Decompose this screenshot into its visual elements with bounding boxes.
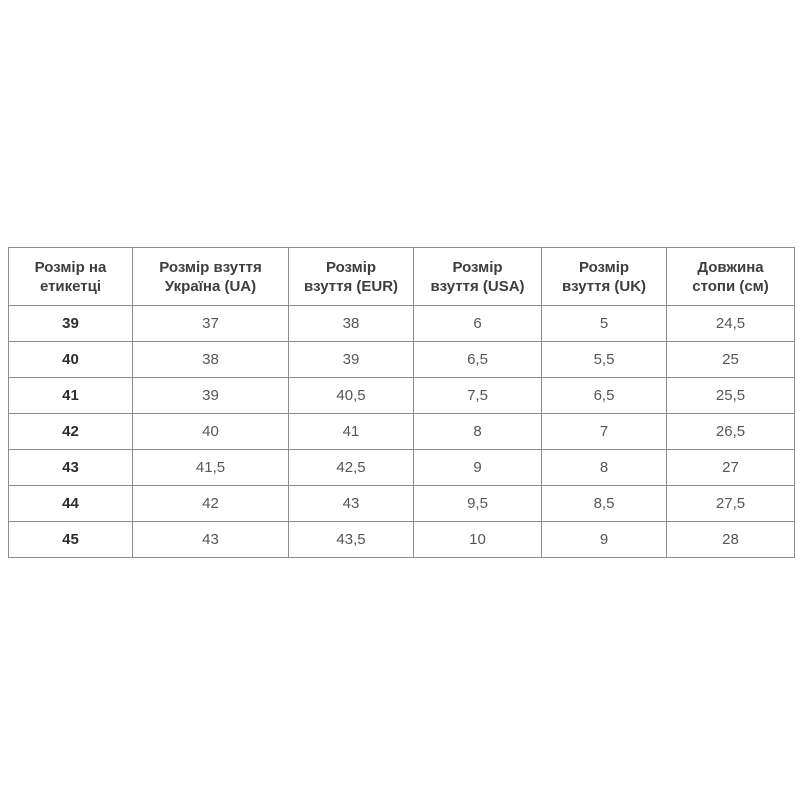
cell-eur-size: 40,5 (289, 378, 414, 414)
cell-label-size: 43 (9, 450, 133, 486)
cell-usa-size: 7,5 (414, 378, 542, 414)
header-uk-size (542, 248, 667, 306)
cell-usa-size: 10 (414, 522, 542, 558)
cell-foot-length: 25 (667, 342, 795, 378)
cell-uk-size: 6,5 (542, 378, 667, 414)
table-row (9, 522, 795, 558)
header-label-size-line1: Розмір на (34, 258, 107, 276)
header-uk-size-line2: взуття (UK) (561, 277, 647, 295)
header-eur-size-line2: взуття (EUR) (303, 277, 399, 295)
cell-uk-size: 8 (542, 450, 667, 486)
cell-uk-size: 5 (542, 306, 667, 342)
cell-usa-size: 9 (414, 450, 542, 486)
header-ua-size (133, 248, 289, 306)
cell-eur-size: 43 (289, 486, 414, 522)
cell-ua-size: 39 (133, 378, 289, 414)
table-row (9, 414, 795, 450)
cell-usa-size: 6,5 (414, 342, 542, 378)
cell-usa-size: 6 (414, 306, 542, 342)
header-label-size-line2: етикетці (39, 277, 102, 295)
shoe-size-conversion-table (8, 247, 795, 558)
header-ua-size-line2: Україна (UA) (164, 277, 257, 295)
cell-foot-length: 26,5 (667, 414, 795, 450)
cell-eur-size: 42,5 (289, 450, 414, 486)
header-label-size (9, 248, 133, 306)
cell-ua-size: 42 (133, 486, 289, 522)
cell-ua-size: 38 (133, 342, 289, 378)
header-uk-size-line1: Розмір (578, 258, 630, 276)
cell-ua-size: 41,5 (133, 450, 289, 486)
table-header-row (9, 248, 795, 306)
cell-label-size: 41 (9, 378, 133, 414)
header-usa-size (414, 248, 542, 306)
cell-label-size: 40 (9, 342, 133, 378)
cell-ua-size: 43 (133, 522, 289, 558)
header-foot-length-line1: Довжина (697, 258, 764, 276)
table-row (9, 450, 795, 486)
cell-usa-size: 8 (414, 414, 542, 450)
cell-eur-size: 43,5 (289, 522, 414, 558)
cell-uk-size: 8,5 (542, 486, 667, 522)
cell-label-size: 39 (9, 306, 133, 342)
cell-ua-size: 37 (133, 306, 289, 342)
header-usa-size-line2: взуття (USA) (430, 277, 525, 295)
header-foot-length-line2: стопи (см) (692, 277, 769, 295)
header-ua-size-line1: Розмір взуття (159, 258, 262, 276)
table-row (9, 342, 795, 378)
cell-label-size: 44 (9, 486, 133, 522)
cell-foot-length: 27,5 (667, 486, 795, 522)
cell-foot-length: 25,5 (667, 378, 795, 414)
header-eur-size (289, 248, 414, 306)
cell-usa-size: 9,5 (414, 486, 542, 522)
cell-foot-length: 27 (667, 450, 795, 486)
cell-eur-size: 41 (289, 414, 414, 450)
cell-eur-size: 38 (289, 306, 414, 342)
header-usa-size-line1: Розмір (452, 258, 503, 276)
header-foot-length (667, 248, 795, 306)
cell-eur-size: 39 (289, 342, 414, 378)
table-row (9, 306, 795, 342)
cell-label-size: 42 (9, 414, 133, 450)
cell-uk-size: 5,5 (542, 342, 667, 378)
cell-label-size: 45 (9, 522, 133, 558)
table-row (9, 378, 795, 414)
cell-foot-length: 28 (667, 522, 795, 558)
cell-uk-size: 7 (542, 414, 667, 450)
cell-foot-length: 24,5 (667, 306, 795, 342)
table-row (9, 486, 795, 522)
cell-uk-size: 9 (542, 522, 667, 558)
header-eur-size-line1: Розмір (325, 258, 377, 276)
cell-ua-size: 40 (133, 414, 289, 450)
